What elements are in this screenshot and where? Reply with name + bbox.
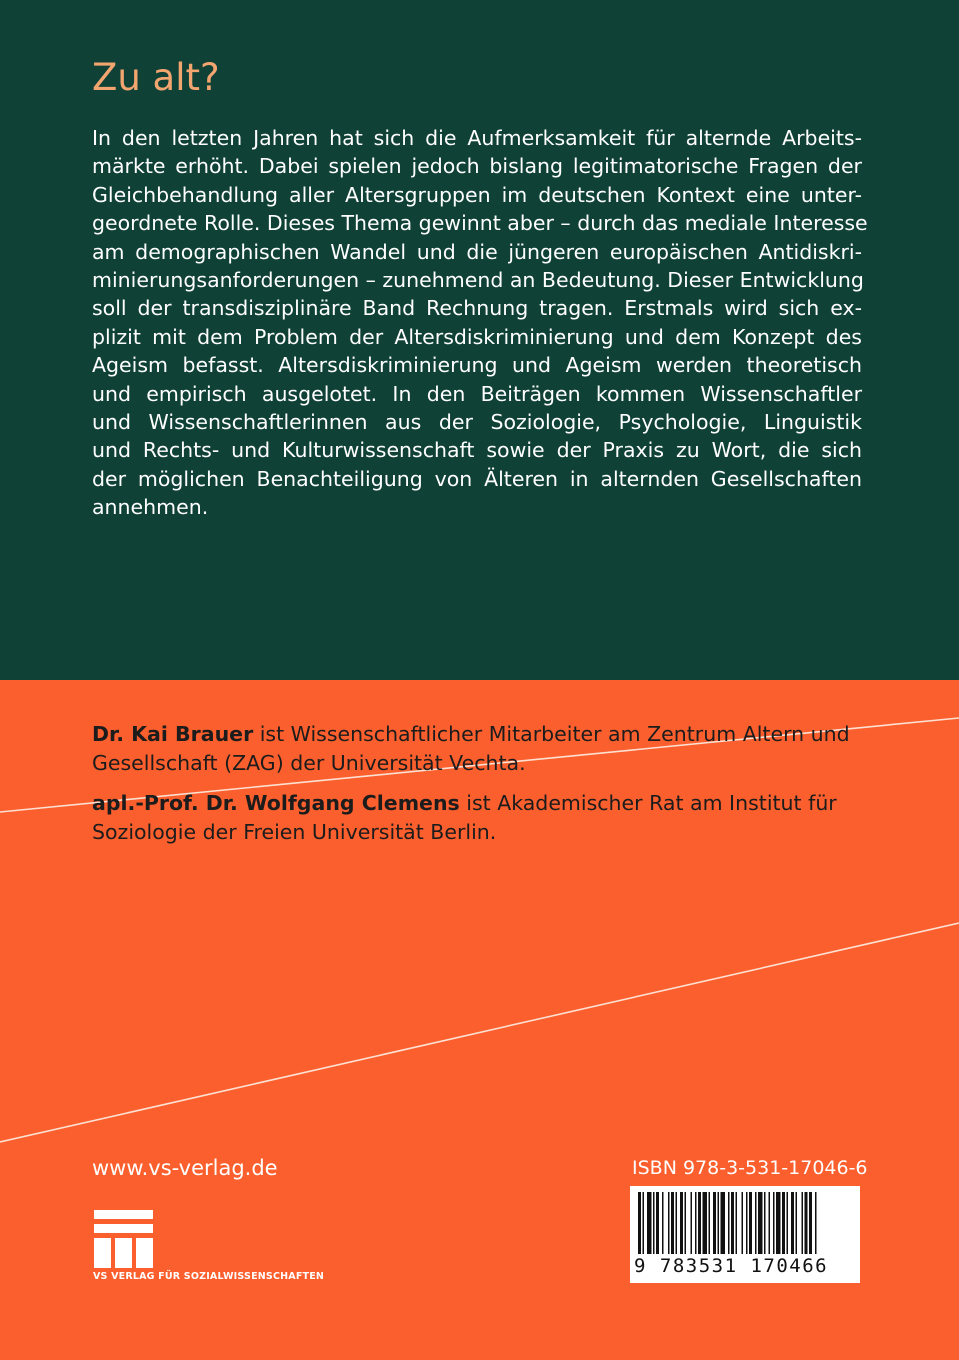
author-bio-text: ist Akademischer Rat am Institut für bbox=[459, 791, 837, 815]
barcode-bar bbox=[802, 1192, 804, 1254]
isbn-barcode bbox=[630, 1186, 860, 1283]
publisher-website-link[interactable]: www.vs-verlag.de bbox=[92, 1156, 278, 1180]
page-title: Zu alt? bbox=[92, 56, 220, 99]
barcode-bar bbox=[782, 1192, 785, 1254]
barcode-bar bbox=[815, 1192, 817, 1254]
barcode-bar bbox=[676, 1192, 678, 1254]
barcode-bar bbox=[805, 1192, 808, 1254]
barcode-bar bbox=[698, 1192, 701, 1254]
description-line: Gleichbehandlung aller Altersgruppen im deutschen Kontext eine unter- bbox=[92, 182, 862, 207]
description-line: und Rechts- und Kulturwissenschaft sowie der Praxis zu Wort, die sich bbox=[92, 438, 862, 463]
barcode-bar bbox=[769, 1192, 771, 1254]
barcode-bar bbox=[680, 1192, 683, 1254]
author-name: Dr. Kai Brauer bbox=[92, 722, 254, 746]
barcode-bar bbox=[709, 1192, 711, 1254]
description-line: märkte erhöht. Dabei spielen jedoch bislang legitimatorische Fragen der bbox=[92, 154, 862, 179]
author-bio-line: Gesellschaft (ZAG) der Universität Vechta. bbox=[92, 750, 526, 775]
author-bio-line bbox=[92, 720, 872, 749]
description-text bbox=[92, 124, 868, 522]
description-line: Ageism befasst. Altersdiskriminierung und Ageism werden theoretisch bbox=[92, 353, 862, 378]
publisher-logo-text: VS VERLAG FÜR SOZIALWISSENSCHAFTEN bbox=[93, 1271, 325, 1282]
barcode-bar bbox=[746, 1192, 748, 1254]
author-name: apl.-Prof. Dr. Wolfgang Clemens bbox=[92, 791, 460, 815]
barcode-bar bbox=[791, 1192, 794, 1254]
description-line: am demographischen Wandel und die jüngeren europäischen Antidiskri- bbox=[92, 239, 862, 264]
author-bio-text: ist Wissenschaftlicher Mitarbeiter am Zentrum Altern und bbox=[253, 722, 850, 746]
description-line: minierungsanforderungen – zunehmend an Bedeutung. Dieser Entwicklung bbox=[92, 268, 864, 293]
barcode-bar bbox=[731, 1192, 734, 1254]
isbn-label: ISBN 978-3-531-17046-6 bbox=[632, 1157, 868, 1179]
barcode-bar bbox=[668, 1192, 670, 1254]
barcode-bar bbox=[685, 1192, 687, 1254]
description-line: annehmen. bbox=[92, 495, 209, 520]
barcode-bar bbox=[703, 1192, 708, 1254]
description-line: und empirisch ausgelotet. In den Beiträgen kommen Wissenschaftler bbox=[92, 381, 862, 406]
barcode-bar bbox=[749, 1192, 752, 1254]
barcode-bar bbox=[643, 1192, 645, 1254]
barcode-bar bbox=[764, 1192, 766, 1254]
description-line: plizit mit dem Problem der Altersdiskriminierung und dem Konzept des bbox=[92, 324, 862, 349]
author-bio-clemens bbox=[92, 789, 872, 846]
barcode-bar bbox=[718, 1192, 720, 1254]
barcode-bar bbox=[656, 1192, 659, 1254]
barcode-bar bbox=[671, 1192, 674, 1254]
barcode-digits: 9 783531 170466 bbox=[634, 1255, 829, 1277]
author-bio-line bbox=[92, 789, 872, 818]
barcode-bar bbox=[653, 1192, 655, 1254]
description-line: In den letzten Jahren hat sich die Aufmerksamkeit für alternde Arbeits- bbox=[92, 126, 862, 150]
barcode-bar bbox=[758, 1192, 763, 1254]
barcode-bar bbox=[742, 1192, 744, 1254]
barcode-bar bbox=[809, 1192, 812, 1254]
barcode-bar bbox=[736, 1192, 738, 1254]
barcode-bar bbox=[755, 1192, 757, 1254]
barcode-bar bbox=[776, 1192, 781, 1254]
barcode-bar bbox=[647, 1192, 652, 1254]
barcode-bar bbox=[713, 1192, 716, 1254]
description-line: und Wissenschaftlerinnen aus der Soziologie, Psychologie, Linguistik bbox=[92, 410, 862, 435]
description-line: geordnete Rolle. Dieses Thema gewinnt aber – durch das mediale Interesse bbox=[92, 211, 868, 236]
barcode-bar bbox=[728, 1192, 730, 1254]
description-line: soll der transdisziplinäre Band Rechnung tragen. Erstmals wird sich ex- bbox=[92, 296, 862, 321]
barcode-bar bbox=[638, 1192, 641, 1254]
barcode-bar bbox=[787, 1192, 789, 1254]
barcode-bar bbox=[662, 1192, 664, 1254]
barcode-bar bbox=[773, 1192, 775, 1254]
barcode-bar bbox=[691, 1192, 693, 1254]
author-bio-brauer bbox=[92, 720, 872, 777]
barcode-bar bbox=[796, 1192, 798, 1254]
barcode-bar bbox=[721, 1192, 726, 1254]
barcode-bar bbox=[695, 1192, 697, 1254]
publisher-logo-icon bbox=[94, 1210, 154, 1268]
author-bio-line: Soziologie der Freien Universität Berlin. bbox=[92, 819, 497, 844]
description-line: der möglichen Benachteiligung von Älteren in alternden Gesellschaften bbox=[92, 466, 862, 491]
